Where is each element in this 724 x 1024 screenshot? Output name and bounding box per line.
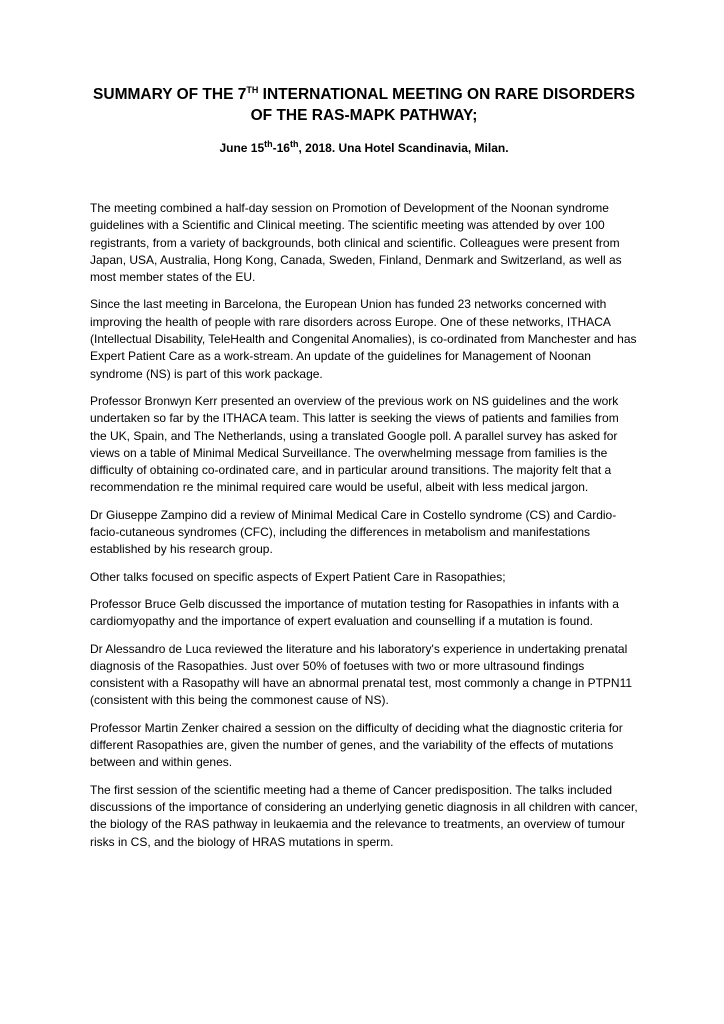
paragraph-2: Since the last meeting in Barcelona, the European Union has funded 23 networks concerned with improving the health of people with rare disorders across Europe. One of these networks, ITHACA (Intellectual Disability, TeleHealth and Congenital Anomalies), is co-ordinated from Manchester and has Expert Patient Care as a work-stream. An update of the guidelines for Management of Noonan syndrome (NS) is part of this work package.: [90, 297, 637, 381]
date-text-part3: , 2018. Una Hotel Scandinavia, Milan.: [298, 141, 509, 155]
paragraph-7: Dr Alessandro de Luca reviewed the literature and his laboratory's experience in undertaking prenatal diagnosis of the Rasopathies. Just over 50% of foetuses with two or more ultrasound findings consistent with a Rasopathy will have an abnormal prenatal test, most commonly a change in PTPN11 (consistent with this being the commonest cause of NS).: [90, 641, 633, 708]
document-body: [90, 200, 638, 851]
paragraph-6: Professor Bruce Gelb discussed the importance of mutation testing for Rasopathies in infants with a cardiomyopathy and the importance of expert evaluation and counselling if a mutation is found.: [90, 596, 619, 629]
paragraph-9: The first session of the scientific meeting had a theme of Cancer predisposition. The talks included discussions of the importance of considering an underlying genetic diagnosis in all children with cancer, the biology of the RAS pathway in leukaemia and the relevance to treatments, an overview of tumour risks in CS, and the biology of HRAS mutations in sperm.: [90, 782, 638, 849]
paragraph-1: The meeting combined a half-day session on Promotion of Development of the Noonan syndrome guidelines with a Scientific and Clinical meeting. The scientific meeting was attended by over 100 registrants, from a variety of backgrounds, both clinical and scientific. Colleagues were present from Japan, USA, Australia, Hong Kong, Canada, Sweden, Finland, Denmark and Switzerland, as well as most member states of the EU.: [90, 201, 622, 285]
date-superscript-1: th: [264, 139, 273, 149]
paragraph-5: Other talks focused on specific aspects of Expert Patient Care in Rasopathies;: [90, 569, 506, 584]
title-text-part1: SUMMARY OF THE 7: [93, 86, 247, 103]
title-text-part2: INTERNATIONAL MEETING ON RARE DISORDERS OF THE RAS-MAPK PATHWAY;: [250, 86, 635, 124]
document-page: [90, 84, 638, 861]
date-text-part2: -16: [272, 141, 290, 155]
title-superscript: TH: [246, 84, 259, 95]
document-title: [90, 84, 638, 126]
paragraph-8: Professor Martin Zenker chaired a session on the difficulty of deciding what the diagnostic criteria for different Rasopathies are, given the number of genes, and the variability of the effects of mutations between and within genes.: [90, 720, 623, 770]
date-superscript-2: th: [289, 139, 299, 149]
date-text-part1: June 15: [219, 141, 265, 155]
paragraph-3: Professor Bronwyn Kerr presented an overview of the previous work on NS guidelines and the work undertaken so far by the ITHACA team. This latter is seeking the views of patients and families from the UK, Spain, and The Netherlands, using a translated Google poll. A parallel survey has asked for views on a table of Minimal Medical Surveillance. The overwhelming message from families is the difficulty of obtaining co-ordinated care, and in particular around transitions. The majority felt that a recommendation re the minimal required care would be useful, albeit with less medical jargon.: [90, 393, 619, 495]
meeting-date-location: [90, 140, 638, 156]
paragraph-4: Dr Giuseppe Zampino did a review of Minimal Medical Care in Costello syndrome (CS) and Cardio-facio-cutaneous syndromes (CFC), including the differences in metabolism and manifestations established by his research group.: [90, 507, 617, 557]
